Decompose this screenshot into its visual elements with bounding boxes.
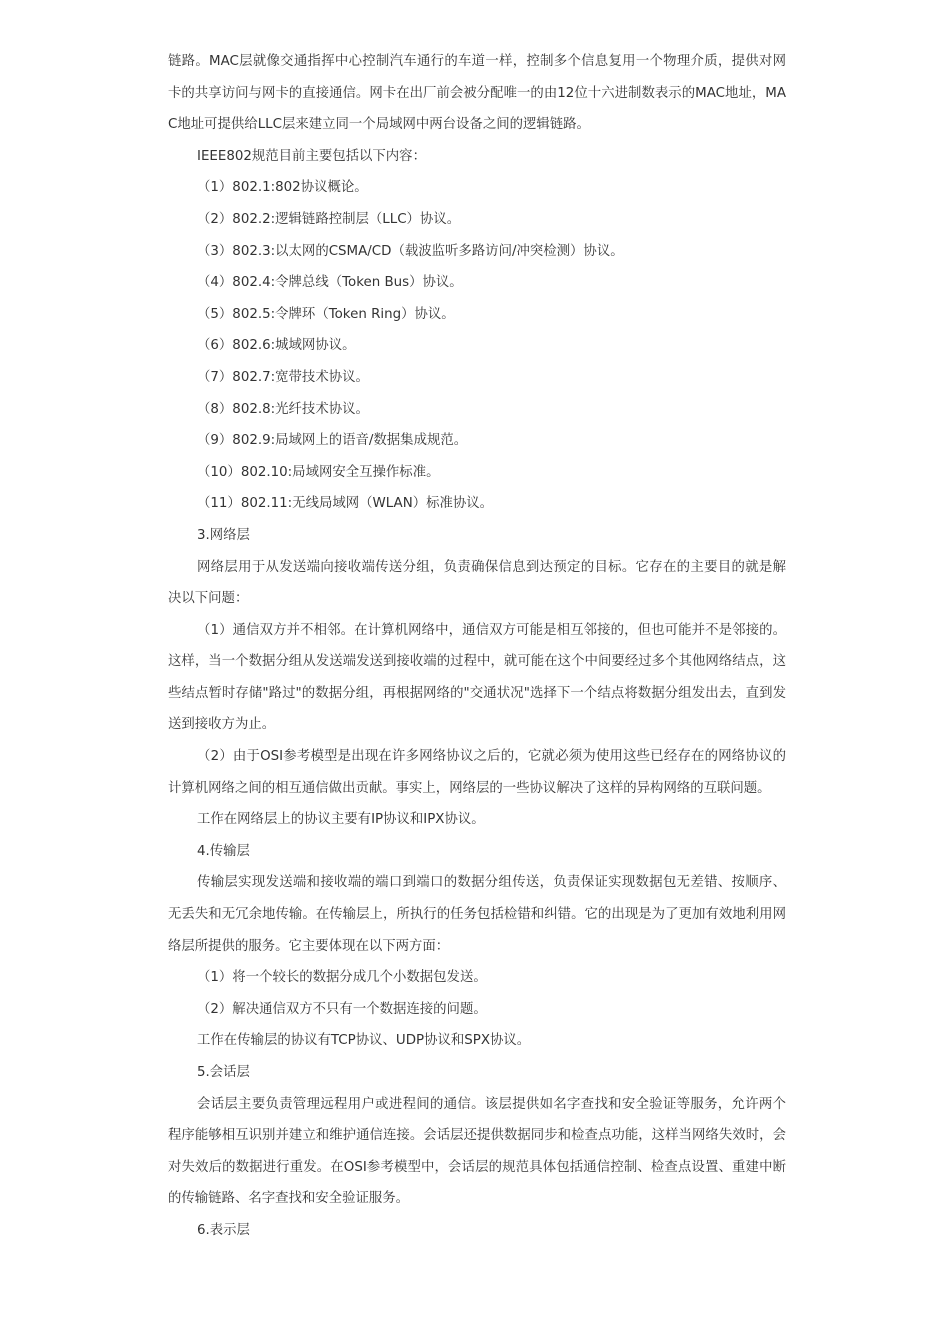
list-item: （4）802.4:令牌总线（Token Bus）协议。 (197, 275, 463, 291)
ieee-standards-list (168, 172, 786, 520)
transport-layer-intro: 传输层实现发送端和接收端的端口到端口的数据分组传送，负责保证实现数据包无差错、按顺序、无丢失和无冗余地传输。在传输层上，所执行的任务包括检错和纠错。它的出现是为了更加有效地利用网络层所提供的服务。它主要体现在以下两方面： (168, 875, 786, 954)
list-item: （11）802.11:无线局域网（WLAN）标准协议。 (197, 496, 494, 512)
network-layer-heading: 3.网络层 (197, 527, 250, 543)
list-item: （8）802.8:光纤技术协议。 (197, 401, 369, 417)
transport-layer-protocols: 工作在传输层的协议有TCP协议、UDP协议和SPX协议。 (197, 1033, 531, 1049)
transport-layer-heading: 4.传输层 (197, 843, 250, 859)
list-item: （6）802.6:城域网协议。 (197, 338, 356, 354)
list-item: （2）802.2:逻辑链路控制层（LLC）协议。 (197, 211, 461, 227)
ieee-intro-paragraph: IEEE802规范目前主要包括以下内容： (197, 148, 426, 164)
list-item: （5）802.5:令牌环（Token Ring）协议。 (197, 306, 455, 322)
list-item: （7）802.7:宽带技术协议。 (197, 369, 369, 385)
network-layer-point-1: （1）通信双方并不相邻。在计算机网络中，通信双方可能是相互邻接的，但也可能并不是邻接的。这样，当一个数据分组从发送端发送到接收端的过程中，就可能在这个中间要经过多个其他网络结点，这些结点暂时存储"路过"的数据分组，再根据网络的"交通状况"选择下一个结点将数据分组发出去，直到发送到接收方为止。 (168, 622, 786, 733)
network-layer-point-2: （2）由于OSI参考模型是出现在许多网络协议之后的，它就必须为使用这些已经存在的网络协议的计算机网络之间的相互通信做出贡献。事实上，网络层的一些协议解决了这样的异构网络的互联问题。 (168, 749, 786, 796)
list-item: （3）802.3:以太网的CSMA/CD（载波监听多路访问/冲突检测）协议。 (197, 243, 624, 259)
network-layer-intro: 网络层用于从发送端向接收端传送分组，负责确保信息到达预定的目标。它存在的主要目的就是解决以下问题： (168, 559, 786, 607)
transport-layer-point-1: （1）将一个较长的数据分成几个小数据包发送。 (197, 970, 487, 986)
intro-continuation-paragraph: 链路。MAC层就像交通指挥中心控制汽车通行的车道一样，控制多个信息复用一个物理介质，提供对网卡的共享访问与网卡的直接通信。网卡在出厂前会被分配唯一的由12位十六进制数表示的MAC地址，MAC地址可提供给LLC层来建立同一个局域网中两台设备之间的逻辑链路。 (168, 54, 786, 133)
network-layer-protocols: 工作在网络层上的协议主要有IP协议和IPX协议。 (197, 812, 485, 828)
list-item: （10）802.10:局域网安全互操作标准。 (197, 464, 440, 480)
list-item: （9）802.9:局域网上的语音/数据集成规范。 (197, 433, 468, 449)
presentation-layer-heading: 6.表示层 (197, 1222, 250, 1238)
session-layer-body: 会话层主要负责管理远程用户或进程间的通信。该层提供如名字查找和安全验证等服务，允许两个程序能够相互识别并建立和维护通信连接。会话层还提供数据同步和检查点功能，这样当网络失效时，会对失效后的数据进行重发。在OSI参考模型中，会话层的规范具体包括通信控制、检查点设置、重建中断的传输链路、名字查找和安全验证服务。 (168, 1096, 786, 1207)
transport-layer-point-2: （2）解决通信双方不只有一个数据连接的问题。 (197, 1001, 487, 1017)
session-layer-heading: 5.会话层 (197, 1065, 250, 1080)
document-page (168, 46, 786, 1247)
list-item: （1）802.1:802协议概论。 (197, 180, 368, 196)
